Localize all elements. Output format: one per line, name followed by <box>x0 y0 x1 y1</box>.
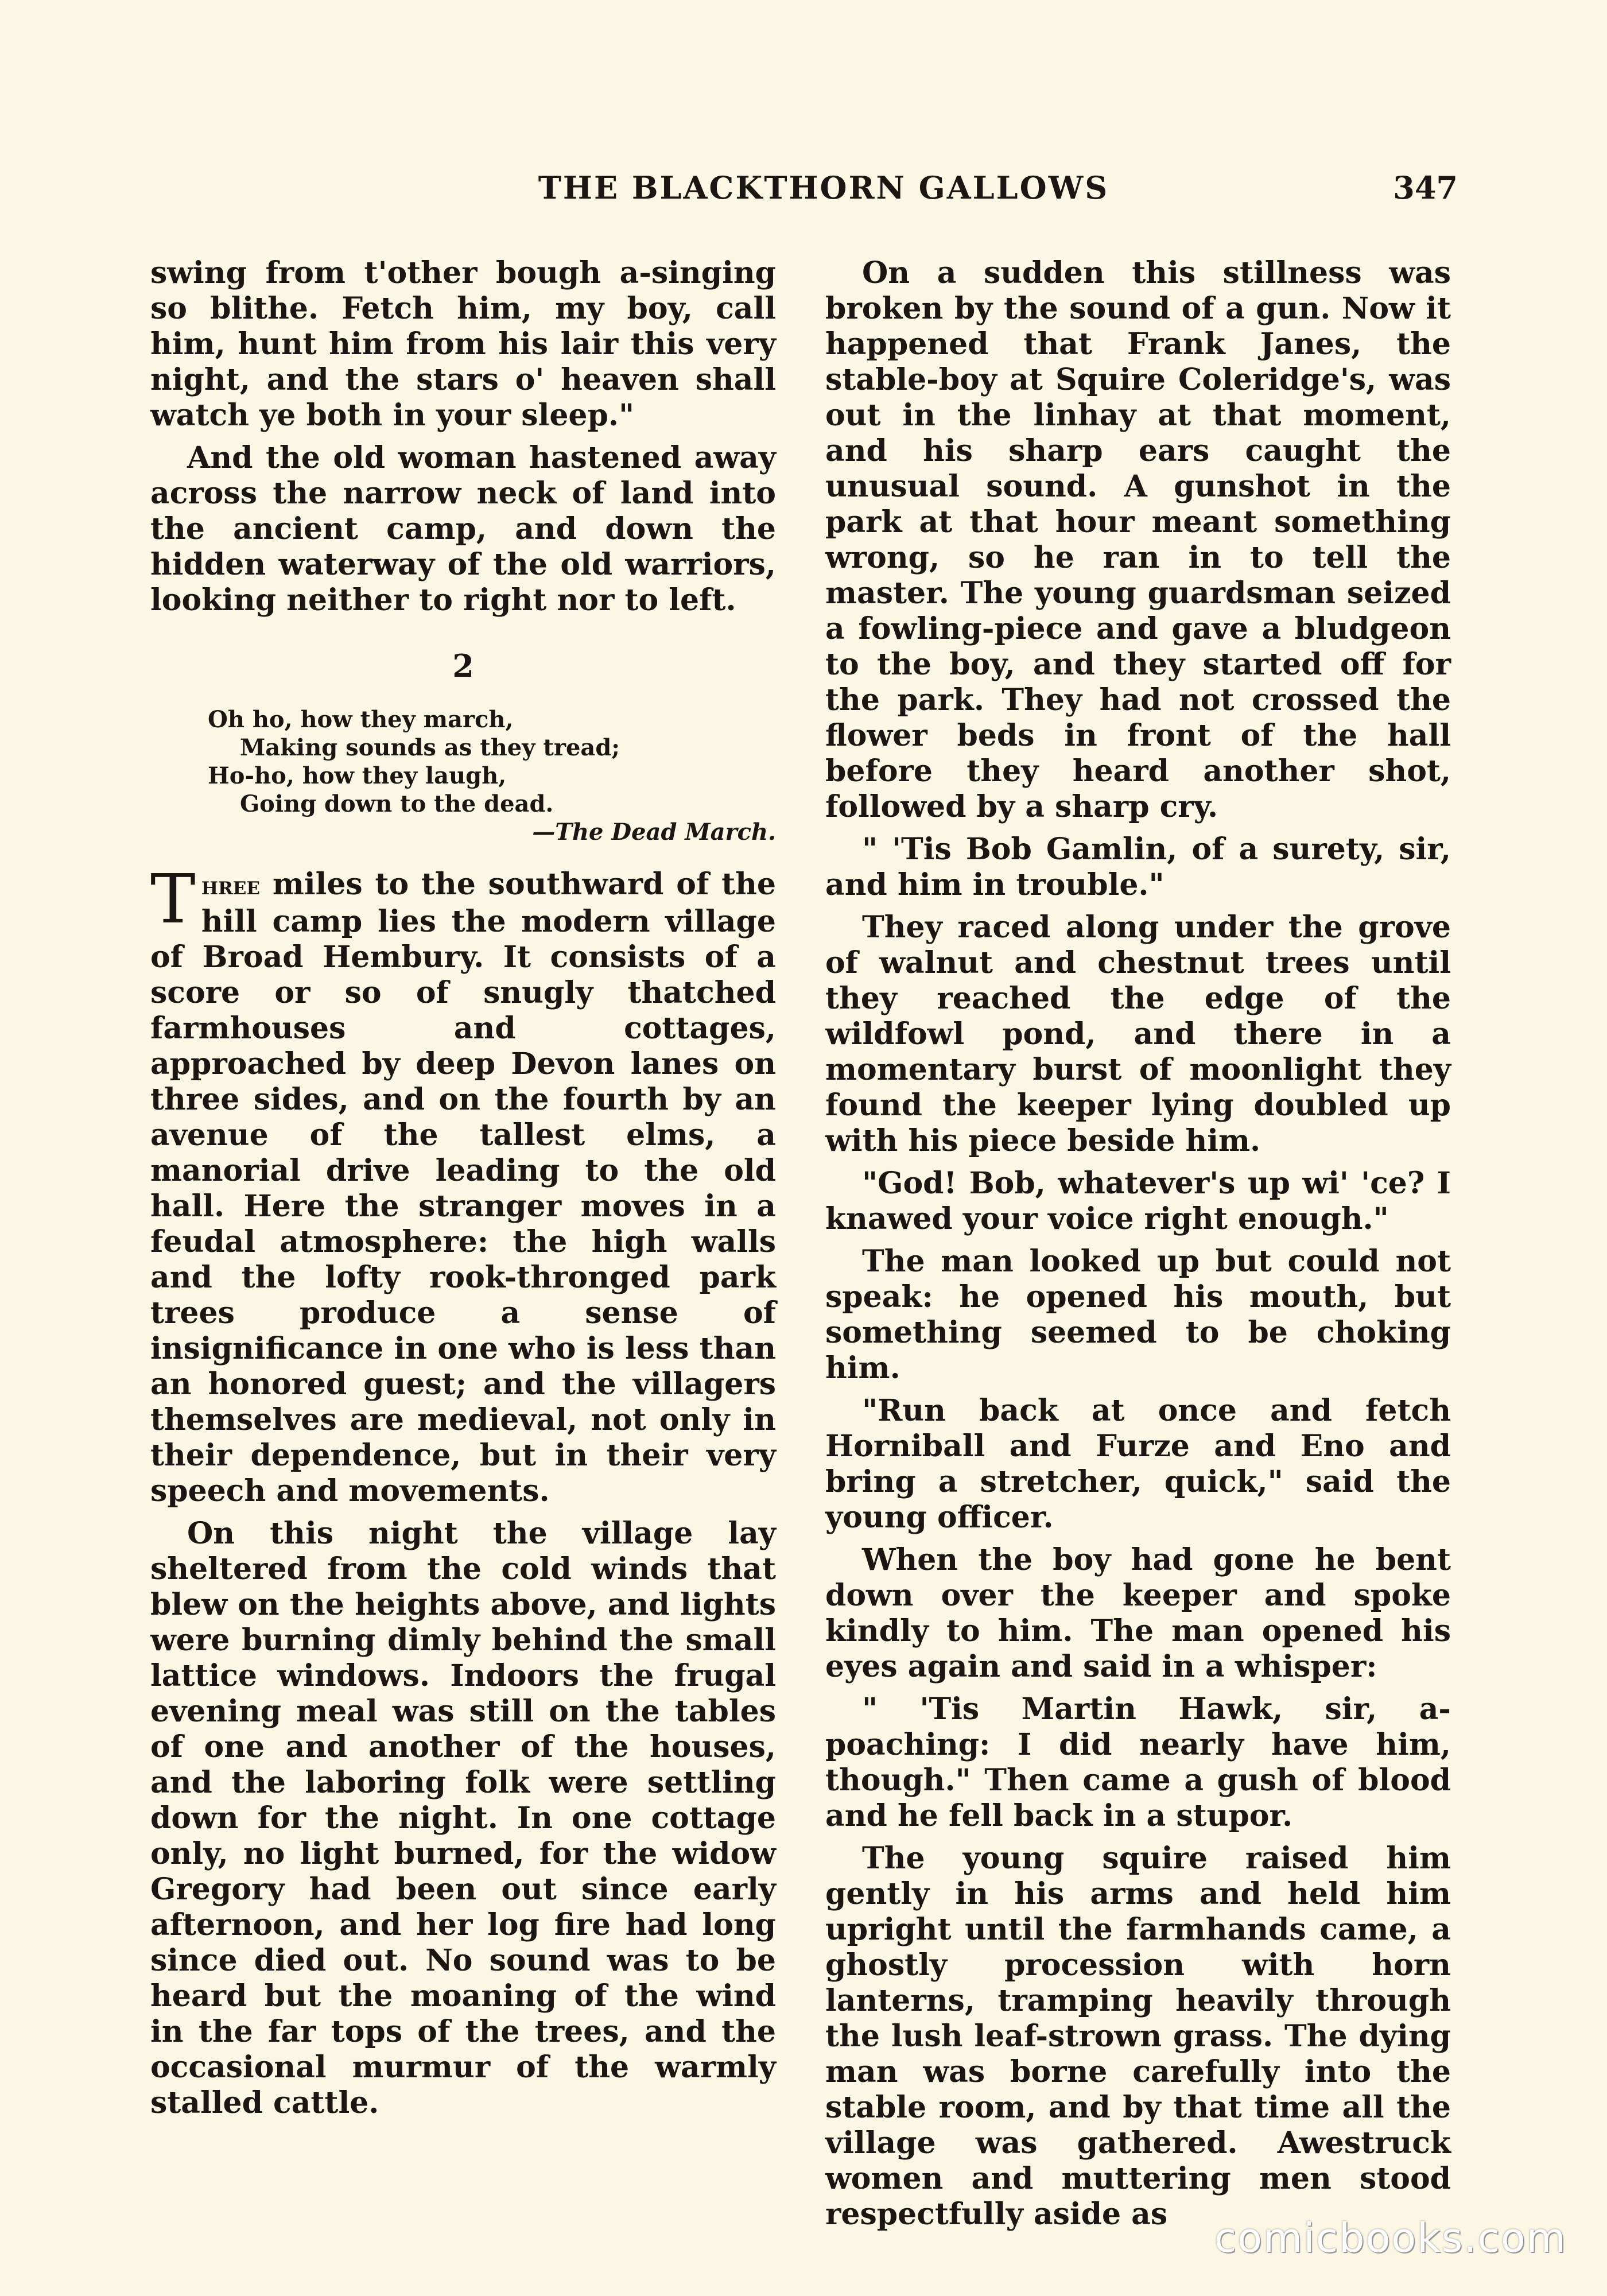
epigraph <box>208 705 776 846</box>
epigraph-line: Making sounds as they tread; <box>240 734 620 761</box>
paragraph <box>150 859 776 1509</box>
paragraph: "Run back at once and fetch Horniball and Furze and Eno and bring a stretcher, quick," said the young officer. <box>825 1393 1451 1535</box>
small-caps-word: hree <box>201 871 261 901</box>
running-title: THE BLACKTHORN GALLOWS <box>538 169 1109 206</box>
paragraph: They raced along under the grove of walnut and chestnut trees until they reached the edge of the wildfowl pond, and there in a momentary burst of moonlight they found the keeper lying doubled up with his piece beside him. <box>825 910 1451 1158</box>
watermark-logo: comicbooks.com <box>1214 2214 1567 2262</box>
epigraph-line: Going down to the dead. <box>240 790 554 817</box>
left-column <box>150 255 776 2128</box>
paragraph: "God! Bob, whatever's up wi' 'ce? I knawed your voice right enough." <box>825 1166 1451 1236</box>
paragraph: " 'Tis Bob Gamlin, of a surety, sir, and him in trouble." <box>825 832 1451 902</box>
epigraph-attribution: —The Dead March. <box>532 819 776 846</box>
paragraph: On a sudden this stillness was broken by the sound of a gun. Now it happened that Frank Janes, the stable-boy at Squire Coleridge's, was out in the linhay at that moment, and his sharp ears caught the unusual sound. A gunshot in the park at that hour meant something wrong, so he ran in to tell the master. The young guardsman seized a fowling-piece and gave a bludgeon to the boy, and they started off for the park. They had not crossed the flower beds in front of the hall before they heard another shot, followed by a sharp cry. <box>825 255 1451 824</box>
paragraph: The young squire raised him gently in his arms and held him upright until the farmhands came, a ghostly procession with horn lanterns, tramping heavily through the lush leaf-strown grass. The dying man was borne carefully into the stable room, and by that time all the village was gathered. Awestruck women and muttering men stood respectfully aside as <box>825 1841 1451 2232</box>
drop-cap: T <box>150 859 196 938</box>
paragraph-text: miles to the southward of the hill camp lies the modern village of Broad Hembury. It consists of a score or so of snugly thatched farmhouses and cottages, approached by deep Devon lanes on three sides, and on the fourth by an avenue of the tallest elms, a manorial drive leading to the old hall. Here the stranger moves in a feudal atmosphere: the high walls and the lofty rook-thronged park trees produce a sense of insignificance in one who is less than an honored guest; and the villagers themselves are medieval, not only in their dependence, but in their very speech and movements. <box>150 867 776 1508</box>
epigraph-line: Ho-ho, how they laugh, <box>208 762 507 789</box>
page-number: 347 <box>1393 169 1458 206</box>
right-column <box>825 255 1451 2239</box>
page-header <box>149 169 1458 215</box>
paragraph: " 'Tis Martin Hawk, sir, a-poaching: I did nearly have him, though." Then came a gush of blood and he fell back in a stupor. <box>825 1692 1451 1833</box>
paragraph: On this night the village lay sheltered from the cold winds that blew on the heights above, and lights were burning dimly behind the small lattice windows. Indoors the frugal evening meal was still on the tables of one and another of the houses, and the laboring folk were settling down for the night. In one cottage only, no light burned, for the widow Gregory had been out since early afternoon, and her log fire had long since died out. No sound was to be heard but the moaning of the wind in the far tops of the trees, and the occasional murmur of the warmly stalled cattle. <box>150 1516 776 2120</box>
epigraph-line: Oh ho, how they march, <box>208 706 514 733</box>
paragraph: The man looked up but could not speak: he opened his mouth, but something seemed to be choking him. <box>825 1244 1451 1386</box>
paragraph: swing from t'other bough a-singing so blithe. Fetch him, my boy, call him, hunt him from his lair this very night, and the stars o' heaven shall watch ye both in your sleep." <box>150 255 776 433</box>
section-number: 2 <box>452 647 474 684</box>
paragraph: And the old woman hastened away across the narrow neck of land into the ancient camp, and down the hidden waterway of the old warriors, looking neither to right nor to left. <box>150 440 776 618</box>
paragraph: When the boy had gone he bent down over the keeper and spoke kindly to him. The man opened his eyes again and said in a whisper: <box>825 1542 1451 1684</box>
